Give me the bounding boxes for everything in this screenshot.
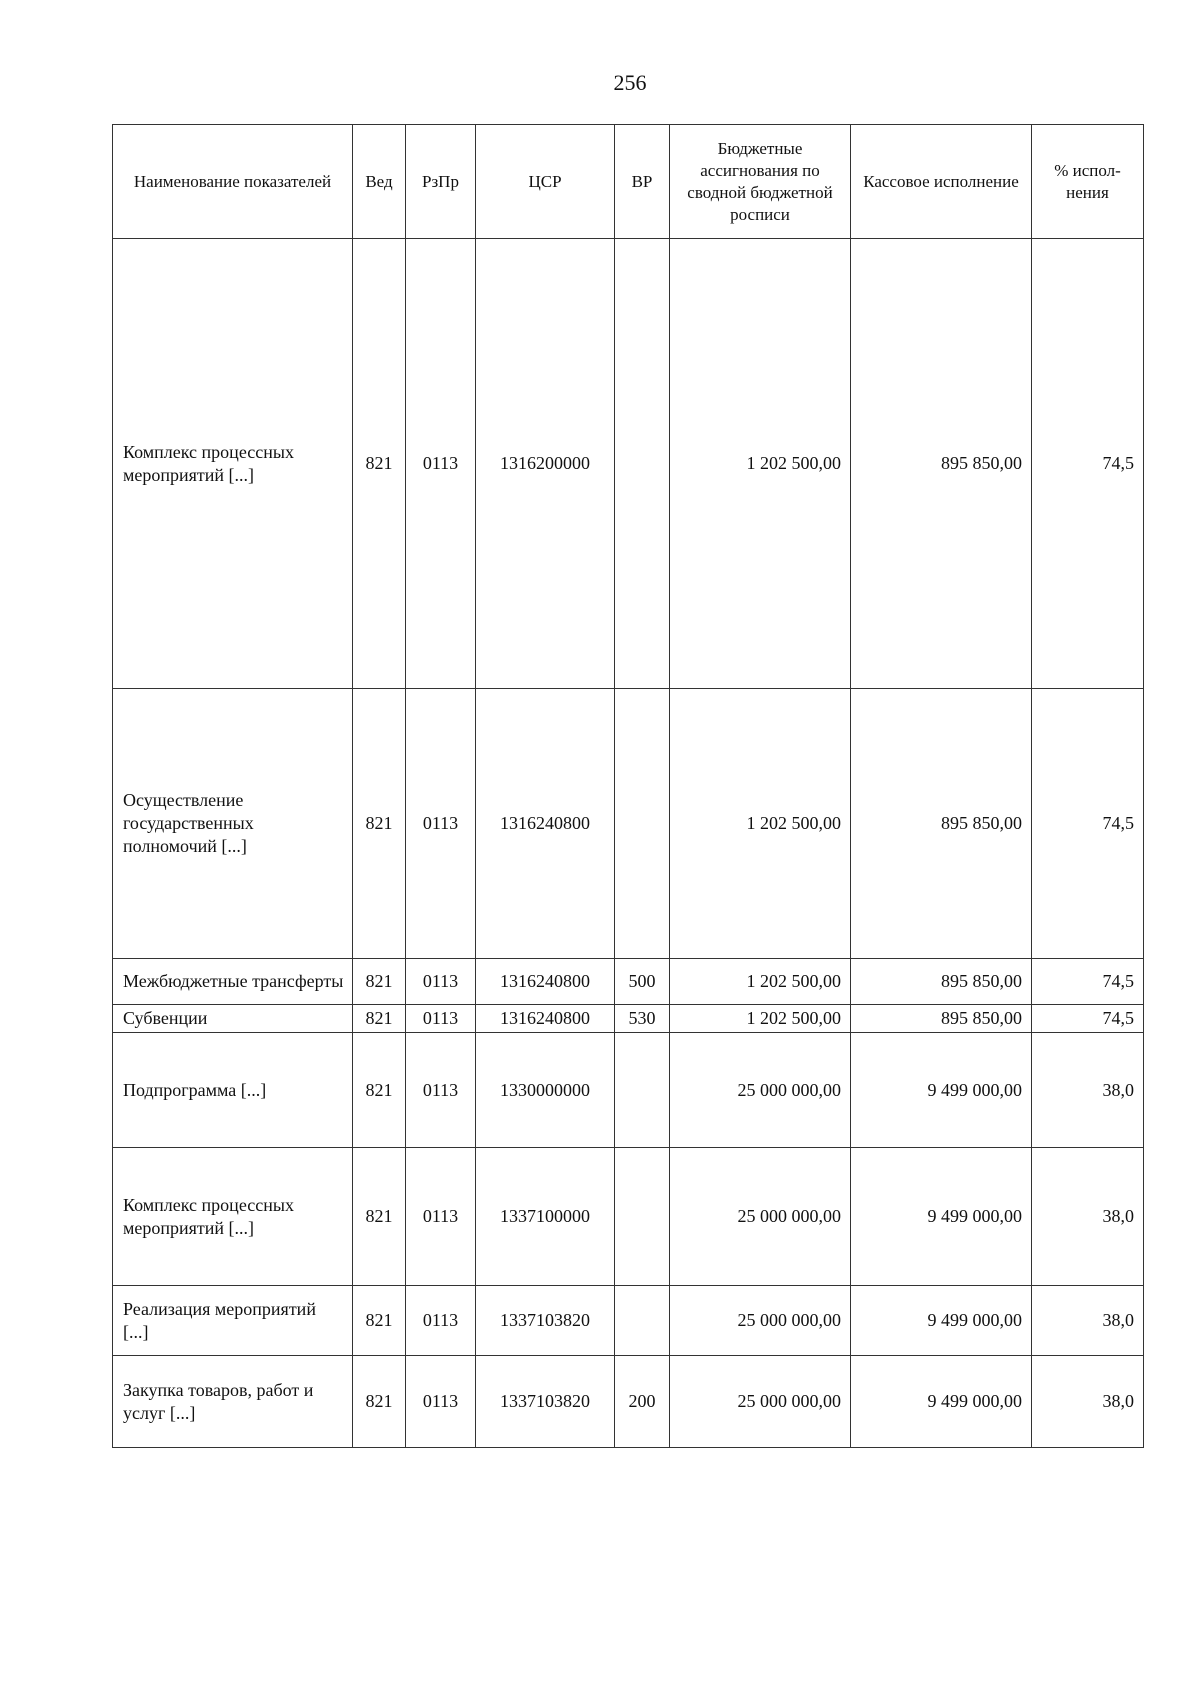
row-rzpr: 0113 (406, 1356, 476, 1448)
row-rzpr: 0113 (406, 1005, 476, 1033)
row-assignments: 1 202 500,00 (670, 239, 851, 689)
table-row (113, 689, 1144, 959)
table-row (113, 1033, 1144, 1148)
row-csr: 1316240800 (476, 959, 615, 1005)
row-name: Межбюджетные трансферты (113, 959, 353, 1005)
row-vr (615, 689, 670, 959)
row-percent: 38,0 (1032, 1286, 1144, 1356)
row-vr: 530 (615, 1005, 670, 1033)
row-cash-execution: 9 499 000,00 (851, 1033, 1032, 1148)
row-cash-execution: 9 499 000,00 (851, 1356, 1032, 1448)
row-name: Субвенции (113, 1005, 353, 1033)
row-name: Реализация мероприятий [...] (113, 1286, 353, 1356)
table-row (113, 1005, 1144, 1033)
row-csr: 1316200000 (476, 239, 615, 689)
row-assignments: 1 202 500,00 (670, 1005, 851, 1033)
row-vr (615, 1033, 670, 1148)
row-name: Комплекс процессных мероприятий [...] (113, 239, 353, 689)
row-percent: 38,0 (1032, 1033, 1144, 1148)
header-vr: ВР (615, 125, 670, 239)
row-vr: 200 (615, 1356, 670, 1448)
row-ved: 821 (353, 959, 406, 1005)
budget-table (112, 124, 1144, 1448)
header-rzpr: РзПр (406, 125, 476, 239)
row-rzpr: 0113 (406, 1148, 476, 1286)
row-percent: 38,0 (1032, 1356, 1144, 1448)
row-csr: 1330000000 (476, 1033, 615, 1148)
row-name: Осуществление государственных полномочий [...] (113, 689, 353, 959)
header-csr: ЦСР (476, 125, 615, 239)
row-percent: 74,5 (1032, 1005, 1144, 1033)
row-name: Закупка товаров, работ и услуг [...] (113, 1356, 353, 1448)
row-cash-execution: 9 499 000,00 (851, 1148, 1032, 1286)
table-row (113, 1356, 1144, 1448)
row-percent: 38,0 (1032, 1148, 1144, 1286)
row-rzpr: 0113 (406, 1033, 476, 1148)
row-rzpr: 0113 (406, 689, 476, 959)
table-row (113, 1286, 1144, 1356)
row-percent: 74,5 (1032, 239, 1144, 689)
row-cash-execution: 895 850,00 (851, 239, 1032, 689)
row-name: Комплекс процессных мероприятий [...] (113, 1148, 353, 1286)
row-csr: 1337103820 (476, 1286, 615, 1356)
row-ved: 821 (353, 1033, 406, 1148)
row-cash-execution: 895 850,00 (851, 689, 1032, 959)
header-name: Наименование показателей (113, 125, 353, 239)
row-csr: 1337103820 (476, 1356, 615, 1448)
row-rzpr: 0113 (406, 1286, 476, 1356)
row-ved: 821 (353, 1286, 406, 1356)
row-ved: 821 (353, 1005, 406, 1033)
row-csr: 1337100000 (476, 1148, 615, 1286)
table-header-row (113, 125, 1144, 239)
header-percent: % испол-нения (1032, 125, 1144, 239)
row-percent: 74,5 (1032, 959, 1144, 1005)
row-ved: 821 (353, 689, 406, 959)
row-csr: 1316240800 (476, 689, 615, 959)
row-ved: 821 (353, 1356, 406, 1448)
row-rzpr: 0113 (406, 239, 476, 689)
row-ved: 821 (353, 1148, 406, 1286)
row-vr: 500 (615, 959, 670, 1005)
row-assignments: 1 202 500,00 (670, 959, 851, 1005)
row-ved: 821 (353, 239, 406, 689)
row-assignments: 1 202 500,00 (670, 689, 851, 959)
row-assignments: 25 000 000,00 (670, 1286, 851, 1356)
row-cash-execution: 9 499 000,00 (851, 1286, 1032, 1356)
table-row (113, 959, 1144, 1005)
table-row (113, 1148, 1144, 1286)
header-ved: Вед (353, 125, 406, 239)
page-number: 256 (613, 70, 647, 95)
row-vr (615, 1286, 670, 1356)
row-csr: 1316240800 (476, 1005, 615, 1033)
row-vr (615, 1148, 670, 1286)
row-rzpr: 0113 (406, 959, 476, 1005)
row-assignments: 25 000 000,00 (670, 1033, 851, 1148)
header-cash-execution: Кассовое исполнение (851, 125, 1032, 239)
table-row (113, 239, 1144, 689)
row-assignments: 25 000 000,00 (670, 1148, 851, 1286)
row-vr (615, 239, 670, 689)
row-cash-execution: 895 850,00 (851, 1005, 1032, 1033)
row-percent: 74,5 (1032, 689, 1144, 959)
header-assignments: Бюджетные ассигнования по сводной бюджетной росписи (670, 125, 851, 239)
row-name: Подпрограмма [...] (113, 1033, 353, 1148)
row-cash-execution: 895 850,00 (851, 959, 1032, 1005)
row-assignments: 25 000 000,00 (670, 1356, 851, 1448)
